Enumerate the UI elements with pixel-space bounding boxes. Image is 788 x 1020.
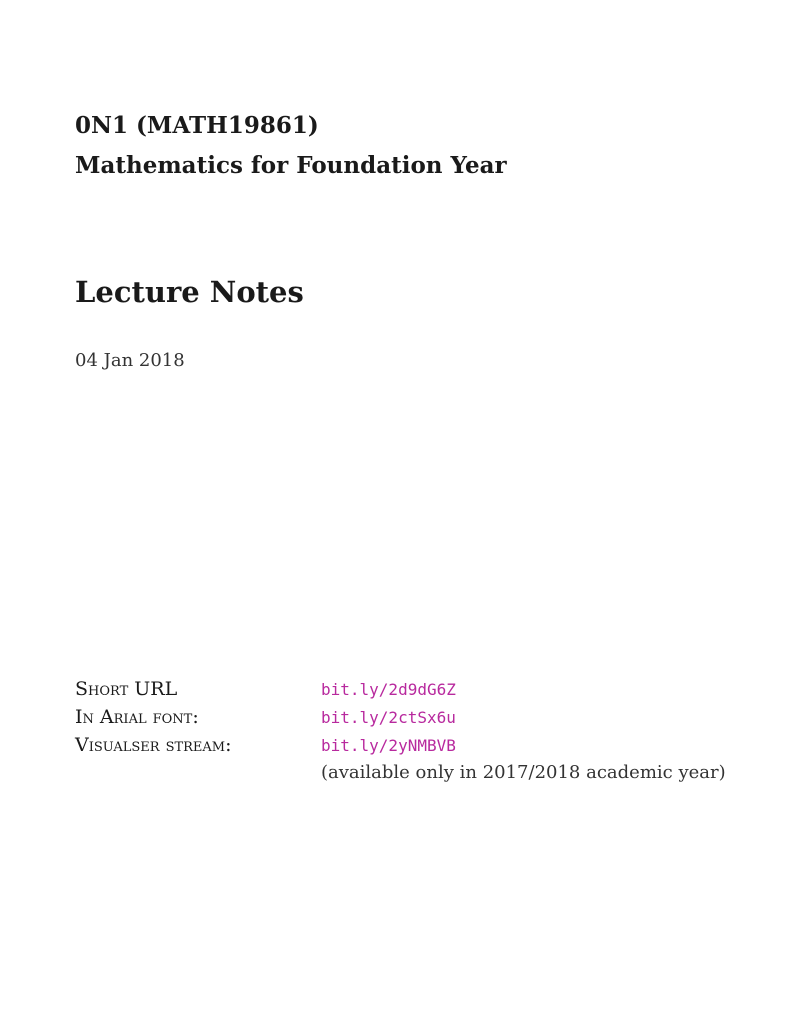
document-title: Lecture Notes (75, 275, 304, 309)
link-row-short-url (75, 678, 755, 706)
course-code: 0N1 (MATH19861) (75, 112, 319, 139)
short-url-label: Short URL (75, 678, 178, 700)
course-title: Mathematics for Foundation Year (75, 152, 507, 179)
availability-note-row (75, 762, 755, 790)
links-section (75, 678, 755, 790)
arial-font-label: In Arial font: (75, 706, 199, 728)
link-row-visualser-stream (75, 734, 755, 762)
visualser-stream-label: Visualser stream: (75, 734, 232, 756)
visualser-stream-link[interactable]: bit.ly/2yNMBVB (321, 736, 456, 755)
availability-note: (available only in 2017/2018 academic year) (321, 762, 726, 783)
link-row-arial-font (75, 706, 755, 734)
arial-font-link[interactable]: bit.ly/2ctSx6u (321, 708, 456, 727)
document-date: 04 Jan 2018 (75, 350, 185, 371)
short-url-link[interactable]: bit.ly/2d9dG6Z (321, 680, 456, 699)
